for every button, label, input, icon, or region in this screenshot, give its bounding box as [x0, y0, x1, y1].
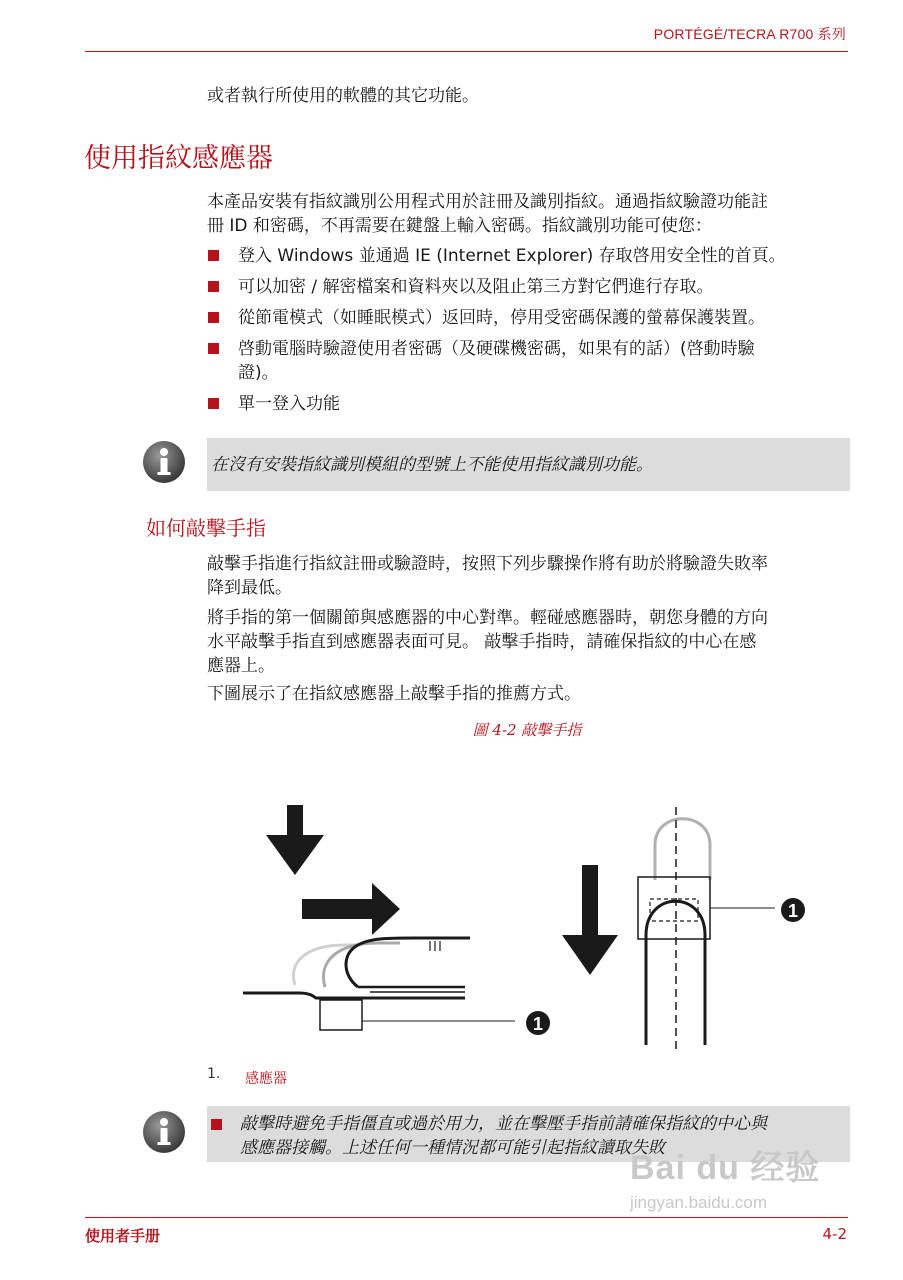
- info-icon: [142, 1110, 186, 1154]
- bullet-square-icon: [208, 398, 219, 409]
- finger-outline: [346, 938, 470, 987]
- section-title: 使用指紋感應器: [84, 143, 273, 174]
- paragraph-line: 將手指的第一個關節與感應器的中心對準。輕碰感應器時，朝您身體的方向: [207, 608, 768, 628]
- legend-number: 1.: [207, 1066, 221, 1082]
- finger-ghost-outline: [655, 819, 710, 880]
- finger-ghost-outline: [323, 943, 400, 987]
- arrow-down-icon: [266, 805, 324, 875]
- arrow-right-icon: [302, 883, 400, 935]
- note-line: 感應器接觸。上述任何一種情況都可能引起指紋讀取失敗: [240, 1138, 665, 1158]
- header-rule: [85, 51, 848, 52]
- list-item: [207, 337, 847, 385]
- info-icon: [142, 440, 186, 484]
- knuckle-lines: [430, 941, 440, 951]
- baidu-watermark: [630, 1140, 820, 1213]
- subsection-paragraph-2: [207, 606, 852, 678]
- subsection-paragraph-3: 下圖展示了在指紋感應器上敲擊手指的推薦方式。: [207, 684, 581, 704]
- list-item-text: 登入 Windows 並通過 IE (Internet Explorer) 存取啓用安全性的首頁。: [238, 246, 786, 266]
- list-item-text: 可以加密 / 解密檔案和資料夾以及阻止第三方對它們進行存取。: [238, 277, 714, 297]
- list-item: [207, 244, 847, 268]
- page-number: 4-2: [822, 1225, 847, 1243]
- legend-text: 感應器: [245, 1071, 287, 1087]
- paragraph-line: 水平敲擊手指直到感應器表面可見。 敲擊手指時，請確保指紋的中心在感: [207, 632, 757, 652]
- subsection-paragraph-1: [207, 552, 852, 600]
- paragraph-line: 應器上。: [207, 656, 275, 676]
- section-paragraph-line: 本產品安裝有指紋識別公用程式用於註冊及識別指紋。通過指紋驗證功能註: [207, 192, 768, 212]
- watermark-url: jingyan.baidu.com: [630, 1193, 768, 1212]
- intro-line: 或者執行所使用的軟體的其它功能。: [207, 86, 479, 106]
- list-item-text: 從節電模式（如睡眠模式）返回時，停用受密碼保護的螢幕保護裝置。: [238, 308, 765, 328]
- list-item: [207, 275, 847, 299]
- list-item-text: 單一登入功能: [238, 394, 340, 414]
- figure-caption: 圖 4-2 敲擊手指: [472, 721, 582, 739]
- surface-line: [243, 993, 465, 998]
- subsection-title: 如何敲擊手指: [146, 516, 266, 540]
- finger-swipe-figure: [230, 795, 820, 1060]
- footer-rule: [85, 1217, 848, 1218]
- bullet-square-icon: [208, 250, 219, 261]
- callout-number: 1: [532, 1014, 544, 1034]
- list-item-text: 證)。: [238, 363, 279, 383]
- list-item: [207, 306, 847, 330]
- running-header-title: PORTÉGÉ/TECRA R700 系列: [653, 26, 846, 42]
- arrow-down-icon: [562, 865, 618, 975]
- watermark-brand: Bai du 经验: [630, 1149, 821, 1187]
- callout-number: 1: [787, 901, 799, 921]
- feature-list: [207, 244, 847, 423]
- bullet-square-icon: [208, 281, 219, 292]
- sensor-shape: [320, 1000, 362, 1030]
- note-line: 敲擊時避免手指僵直或過於用力，並在擊壓手指前請確保指紋的中心與: [240, 1114, 767, 1134]
- bullet-square-icon: [208, 312, 219, 323]
- footer-manual-title: 使用者手册: [85, 1227, 161, 1245]
- list-item: [207, 392, 847, 416]
- note-text: 在沒有安裝指紋識別模組的型號上不能使用指紋識別功能。: [211, 455, 653, 475]
- paragraph-line: 敲擊手指進行指紋註冊或驗證時，按照下列步驟操作將有助於將驗證失敗率: [207, 554, 768, 574]
- section-paragraph-line: 冊 ID 和密碼，不再需要在鍵盤上輸入密碼。指紋識別功能可使您：: [207, 216, 712, 236]
- bullet-square-icon: [208, 343, 219, 354]
- paragraph-line: 降到最低。: [207, 578, 292, 598]
- finger-outline: [646, 901, 705, 1045]
- sensor-frame-shape: [638, 877, 710, 939]
- bullet-square-icon: [211, 1119, 222, 1130]
- section-paragraph: [207, 190, 852, 238]
- list-item-text: 啓動電腦時驗證使用者密碼（及硬碟機密碼，如果有的話）(啓動時驗: [238, 339, 755, 359]
